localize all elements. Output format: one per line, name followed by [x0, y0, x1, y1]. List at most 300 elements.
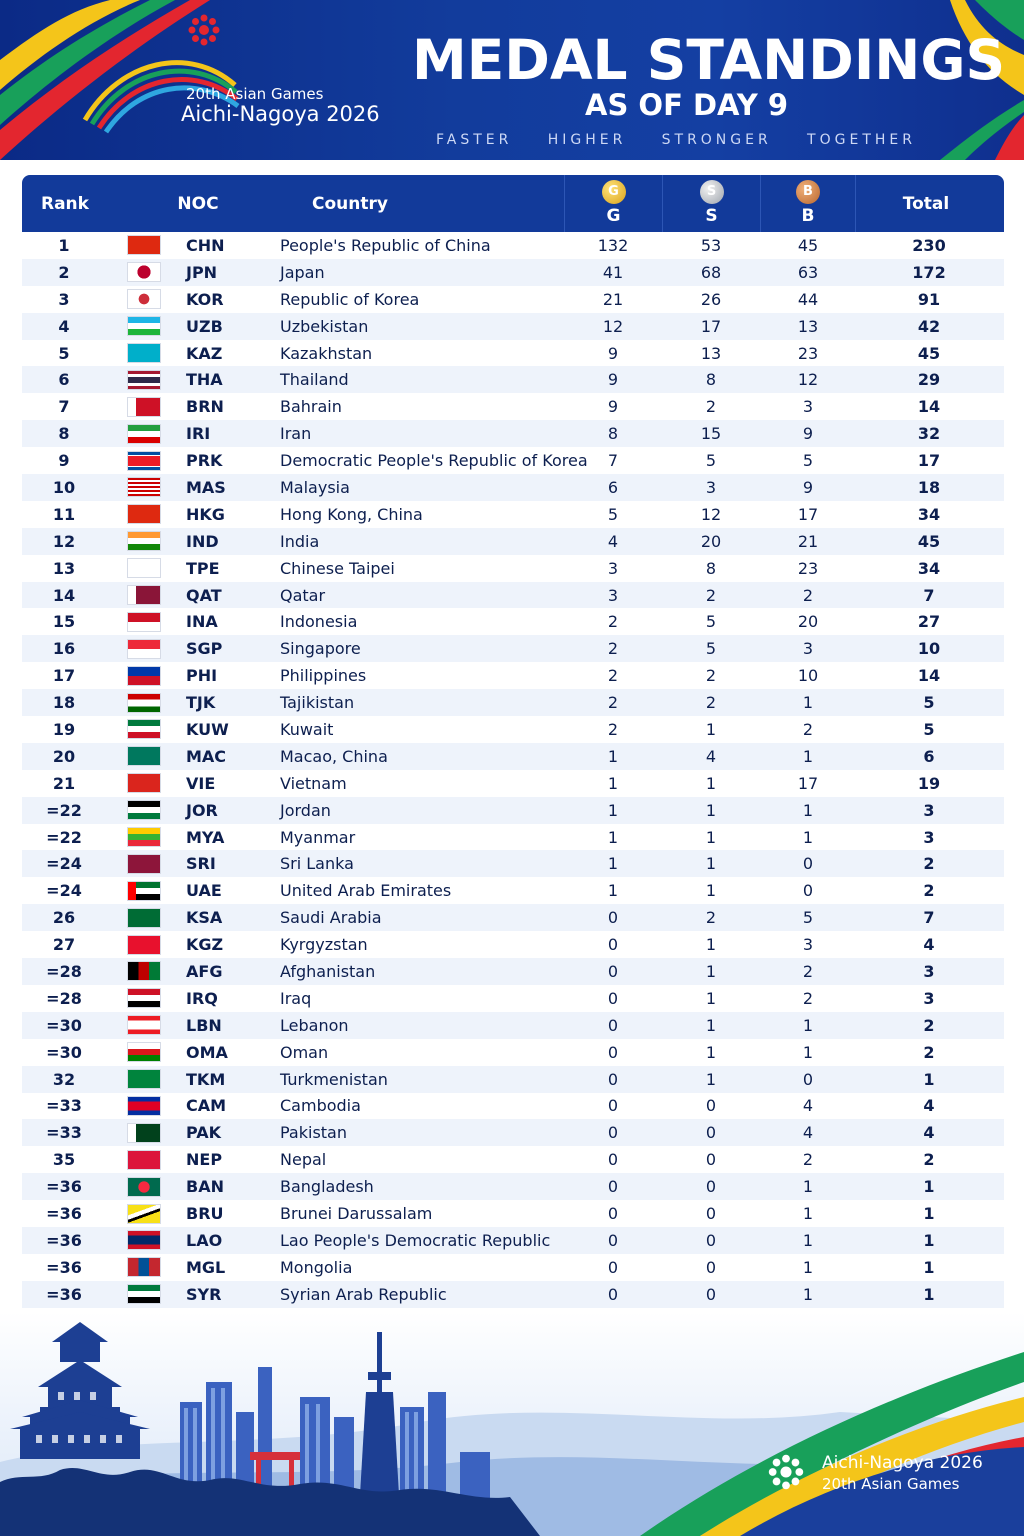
table-row [22, 1227, 1004, 1254]
header-gold [564, 175, 662, 232]
flag-tha-icon [127, 370, 161, 390]
header-bronze [760, 175, 856, 232]
gold-cell: 8 [607, 424, 619, 444]
table-row [22, 958, 1004, 985]
bronze-cell: 17 [797, 773, 819, 793]
bronze-cell: 0 [802, 1069, 814, 1089]
table-row [22, 1066, 1004, 1093]
silver-cell: 1 [705, 881, 717, 901]
flag-cell [127, 850, 161, 877]
total-cell: 3 [923, 800, 935, 820]
flag-cell [127, 877, 161, 904]
noc-cell: TPE [186, 558, 220, 578]
flag-hkg-icon [127, 504, 161, 524]
country-cell: Chinese Taipei [280, 558, 395, 578]
country-cell: Democratic People's Republic of Korea [280, 451, 588, 471]
silver-cell: 2 [705, 585, 717, 605]
total-cell: 1 [923, 1177, 935, 1197]
bronze-cell: 2 [802, 988, 814, 1008]
noc-cell: LBN [186, 1015, 222, 1035]
silver-cell: 1 [705, 1042, 717, 1062]
noc-cell: MGL [186, 1257, 226, 1277]
gold-cell: 2 [607, 693, 619, 713]
bronze-cell: 0 [802, 881, 814, 901]
noc-cell: CHN [186, 235, 225, 255]
gold-cell: 2 [607, 639, 619, 659]
flag-cell [127, 1066, 161, 1093]
silver-cell: 0 [705, 1150, 717, 1170]
flag-nep-icon [127, 1150, 161, 1170]
rank-cell: 7 [58, 397, 70, 417]
table-row [22, 555, 1004, 582]
flag-cell [127, 582, 161, 609]
country-cell: Thailand [280, 370, 349, 390]
games-name: Aichi-Nagoya 2026 [181, 102, 380, 126]
rank-cell: 1 [58, 235, 70, 255]
noc-cell: QAT [186, 585, 222, 605]
bronze-cell: 21 [797, 531, 819, 551]
flag-cell [127, 689, 161, 716]
country-cell: Vietnam [280, 773, 347, 793]
gold-cell: 6 [607, 477, 619, 497]
table-row [22, 340, 1004, 367]
gold-cell: 2 [607, 666, 619, 686]
total-cell: 14 [917, 397, 941, 417]
country-cell: Brunei Darussalam [280, 1204, 433, 1223]
country-cell: Sri Lanka [280, 854, 354, 874]
country-cell: Macao, China [280, 746, 388, 766]
rank-cell: 27 [52, 935, 76, 955]
table-row [22, 904, 1004, 931]
gold-cell: 1 [607, 773, 619, 793]
bronze-cell: 45 [797, 235, 819, 255]
flag-cell [127, 608, 161, 635]
noc-cell: KGZ [186, 935, 224, 955]
header-noc: NOC [177, 193, 219, 214]
gold-cell: 41 [602, 262, 624, 282]
flag-bru-icon [127, 1204, 161, 1224]
table-row [22, 635, 1004, 662]
flag-qat-icon [127, 585, 161, 605]
noc-cell: IRQ [186, 988, 218, 1008]
flag-cell [127, 1254, 161, 1281]
flag-afg-icon [127, 961, 161, 981]
gold-cell: 0 [607, 1042, 619, 1062]
flag-mya-icon [127, 827, 161, 847]
table-row [22, 985, 1004, 1012]
motto-stronger: STRONGER [661, 132, 772, 148]
bronze-cell: 2 [802, 719, 814, 739]
flag-vie-icon [127, 773, 161, 793]
rank-cell: 6 [58, 370, 70, 390]
flag-cell [127, 474, 161, 501]
flag-mas-icon [127, 477, 161, 497]
flag-cell [127, 447, 161, 474]
flag-cell [127, 662, 161, 689]
silver-cell: 0 [705, 1123, 717, 1143]
silver-cell: 5 [705, 612, 717, 632]
table-row [22, 582, 1004, 609]
noc-cell: MAC [186, 746, 227, 766]
noc-cell: JPN [186, 262, 218, 282]
silver-cell: 2 [705, 397, 717, 417]
header-total: Total [902, 193, 950, 214]
bronze-cell: 13 [797, 316, 819, 336]
gold-cell: 0 [607, 1096, 619, 1116]
total-cell: 3 [923, 961, 935, 981]
country-cell: Mongolia [280, 1257, 353, 1277]
rank-cell: =22 [46, 800, 82, 820]
page-title: MEDAL STANDINGS [412, 28, 1006, 92]
silver-cell: 2 [705, 666, 717, 686]
gold-cell: 2 [607, 719, 619, 739]
rank-cell: =30 [46, 1015, 82, 1035]
country-cell: Lebanon [280, 1015, 349, 1035]
total-cell: 1 [923, 1284, 935, 1304]
silver-cell: 26 [700, 289, 722, 309]
table-row [22, 259, 1004, 286]
flag-irq-icon [127, 988, 161, 1008]
table-row [22, 420, 1004, 447]
flag-tkm-icon [127, 1069, 161, 1089]
gold-cell: 0 [607, 908, 619, 928]
total-cell: 4 [923, 1096, 935, 1116]
gold-cell: 21 [602, 289, 624, 309]
noc-cell: PAK [186, 1123, 222, 1143]
gold-cell: 0 [607, 1204, 619, 1223]
flag-chn-icon [127, 235, 161, 255]
total-cell: 2 [923, 881, 935, 901]
flag-tpe-icon [127, 558, 161, 578]
total-cell: 230 [912, 235, 946, 255]
flag-kgz-icon [127, 935, 161, 955]
country-cell: Bahrain [280, 397, 342, 417]
total-cell: 14 [917, 666, 941, 686]
noc-cell: THA [186, 370, 223, 390]
table-row [22, 797, 1004, 824]
noc-cell: KSA [186, 908, 223, 928]
bronze-cell: 1 [802, 1204, 814, 1223]
flag-kor-icon [127, 289, 161, 309]
bronze-cell: 1 [802, 1284, 814, 1304]
silver-cell: 1 [705, 1069, 717, 1089]
flag-cell [127, 286, 161, 313]
bronze-cell: 3 [802, 397, 814, 417]
total-cell: 27 [917, 612, 941, 632]
table-row [22, 232, 1004, 259]
silver-cell: 53 [700, 235, 722, 255]
country-cell: Japan [280, 262, 325, 282]
total-cell: 5 [923, 719, 935, 739]
total-cell: 45 [917, 343, 941, 363]
flag-cell [127, 635, 161, 662]
footer-banner [0, 1312, 1024, 1536]
silver-cell: 3 [705, 477, 717, 497]
flag-mac-icon [127, 746, 161, 766]
flag-pak-icon [127, 1123, 161, 1143]
total-cell: 2 [923, 854, 935, 874]
flag-cell [127, 1146, 161, 1173]
rank-cell: 35 [52, 1150, 76, 1170]
rank-cell: =36 [46, 1257, 82, 1277]
bronze-cell: 0 [802, 854, 814, 874]
table-body [22, 232, 1004, 1308]
silver-cell: 20 [700, 531, 722, 551]
sunburst-emblem-icon [766, 1452, 806, 1492]
total-cell: 17 [917, 451, 941, 471]
gold-cell: 9 [607, 397, 619, 417]
gold-cell: 7 [607, 451, 619, 471]
noc-cell: VIE [186, 773, 216, 793]
flag-ksa-icon [127, 908, 161, 928]
rank-cell: 8 [58, 424, 70, 444]
total-cell: 4 [923, 935, 935, 955]
silver-cell: 0 [705, 1096, 717, 1116]
total-cell: 45 [917, 531, 941, 551]
flag-cell [127, 1227, 161, 1254]
noc-cell: PHI [186, 666, 218, 686]
table-row [22, 1093, 1004, 1120]
rank-cell: 3 [58, 289, 70, 309]
flag-kuw-icon [127, 719, 161, 739]
gold-cell: 3 [607, 558, 619, 578]
bronze-cell: 3 [802, 935, 814, 955]
flag-sri-icon [127, 854, 161, 874]
bronze-cell: 2 [802, 585, 814, 605]
total-cell: 1 [923, 1069, 935, 1089]
table-row [22, 447, 1004, 474]
silver-cell: 5 [705, 451, 717, 471]
flag-cell [127, 1093, 161, 1120]
city-skyline-illustration [0, 1312, 1024, 1536]
gold-cell: 0 [607, 988, 619, 1008]
bronze-cell: 1 [802, 800, 814, 820]
rank-cell: 26 [52, 908, 76, 928]
rank-cell: 17 [52, 666, 76, 686]
country-cell: Myanmar [280, 827, 356, 847]
total-cell: 29 [917, 370, 941, 390]
flag-ind-icon [127, 531, 161, 551]
motto-row [436, 132, 916, 148]
country-cell: Indonesia [280, 612, 358, 632]
bronze-cell: 1 [802, 1230, 814, 1250]
noc-cell: LAO [186, 1230, 223, 1250]
country-cell: Qatar [280, 585, 326, 605]
total-cell: 1 [923, 1204, 935, 1223]
table-row [22, 931, 1004, 958]
table-row [22, 501, 1004, 528]
bronze-cell: 20 [797, 612, 819, 632]
table-row [22, 313, 1004, 340]
motto-faster: FASTER [436, 132, 513, 148]
gold-cell: 0 [607, 1150, 619, 1170]
rank-cell: 11 [52, 504, 76, 524]
noc-cell: SRI [186, 854, 216, 874]
footer-games-edition: 20th Asian Games [822, 1475, 960, 1493]
gold-cell: 0 [607, 1284, 619, 1304]
flag-cell [127, 555, 161, 582]
flag-cell [127, 1173, 161, 1200]
flag-cell [127, 824, 161, 851]
silver-cell: 0 [705, 1257, 717, 1277]
country-cell: Kazakhstan [280, 343, 373, 363]
flag-cell [127, 1281, 161, 1308]
rank-cell: =22 [46, 827, 82, 847]
flag-syr-icon [127, 1284, 161, 1304]
total-cell: 172 [912, 262, 946, 282]
country-cell: Kyrgyzstan [280, 935, 368, 955]
flag-cell [127, 1200, 161, 1227]
country-cell: India [280, 531, 320, 551]
silver-cell: 2 [705, 908, 717, 928]
flag-cell [127, 340, 161, 367]
bronze-cell: 23 [797, 343, 819, 363]
silver-cell: 0 [705, 1284, 717, 1304]
rank-cell: 18 [52, 693, 76, 713]
flag-cell [127, 1012, 161, 1039]
country-cell: Uzbekistan [280, 316, 369, 336]
gold-cell: 9 [607, 343, 619, 363]
country-cell: Iraq [280, 988, 312, 1008]
noc-cell: IRI [186, 424, 211, 444]
noc-cell: AFG [186, 961, 223, 981]
flag-tjk-icon [127, 693, 161, 713]
flag-cell [127, 797, 161, 824]
table-row [22, 1200, 1004, 1227]
country-cell: Saudi Arabia [280, 908, 382, 928]
footer-games-name: Aichi-Nagoya 2026 [822, 1453, 983, 1473]
bronze-cell: 1 [802, 746, 814, 766]
flag-ina-icon [127, 612, 161, 632]
rank-cell: =24 [46, 854, 82, 874]
flag-phi-icon [127, 666, 161, 686]
bronze-cell: 5 [802, 451, 814, 471]
noc-cell: SGP [186, 639, 223, 659]
silver-cell: 1 [705, 961, 717, 981]
rank-cell: 32 [52, 1069, 76, 1089]
table-row [22, 877, 1004, 904]
noc-cell: INA [186, 612, 218, 632]
flag-cell [127, 1039, 161, 1066]
bronze-cell: 17 [797, 504, 819, 524]
silver-cell: 1 [705, 1015, 717, 1035]
rank-cell: =30 [46, 1042, 82, 1062]
table-row [22, 366, 1004, 393]
total-cell: 6 [923, 746, 935, 766]
rank-cell: 20 [52, 746, 76, 766]
bronze-cell: 44 [797, 289, 819, 309]
flag-jor-icon [127, 800, 161, 820]
gold-cell: 3 [607, 585, 619, 605]
bronze-cell: 1 [802, 1015, 814, 1035]
total-cell: 2 [923, 1150, 935, 1170]
gold-cell: 4 [607, 531, 619, 551]
flag-oma-icon [127, 1042, 161, 1062]
total-cell: 34 [917, 558, 941, 578]
table-row [22, 1281, 1004, 1308]
rank-cell: =33 [46, 1096, 82, 1116]
total-cell: 2 [923, 1042, 935, 1062]
total-cell: 10 [917, 639, 941, 659]
header-rank: Rank [41, 193, 89, 214]
table-row [22, 608, 1004, 635]
flag-cell [127, 366, 161, 393]
flag-cell [127, 743, 161, 770]
gold-cell: 0 [607, 1015, 619, 1035]
total-cell: 7 [923, 908, 935, 928]
silver-cell: 0 [705, 1230, 717, 1250]
motto-together: TOGETHER [807, 132, 916, 148]
noc-cell: MAS [186, 477, 226, 497]
bronze-cell: 5 [802, 908, 814, 928]
table-row [22, 1012, 1004, 1039]
total-cell: 4 [923, 1123, 935, 1143]
country-cell: Republic of Korea [280, 289, 420, 309]
gold-cell: 5 [607, 504, 619, 524]
total-cell: 34 [917, 504, 941, 524]
silver-cell: 8 [705, 370, 717, 390]
games-edition: 20th Asian Games [186, 85, 324, 103]
noc-cell: CAM [186, 1096, 227, 1116]
rank-cell: 15 [52, 612, 76, 632]
country-cell: Bangladesh [280, 1177, 374, 1197]
silver-cell: 0 [705, 1204, 717, 1223]
table-row [22, 689, 1004, 716]
country-cell: United Arab Emirates [280, 881, 452, 901]
total-cell: 1 [923, 1230, 935, 1250]
header-gold-label: G [606, 206, 621, 226]
noc-cell: BAN [186, 1177, 224, 1197]
flag-cell [127, 1119, 161, 1146]
table-row [22, 743, 1004, 770]
gold-cell: 0 [607, 1257, 619, 1277]
table-row [22, 824, 1004, 851]
medal-table [22, 175, 1004, 1308]
bronze-cell: 1 [802, 1177, 814, 1197]
flag-jpn-icon [127, 262, 161, 282]
country-cell: Singapore [280, 639, 361, 659]
noc-cell: UAE [186, 881, 222, 901]
noc-cell: BRU [186, 1204, 224, 1223]
silver-cell: 8 [705, 558, 717, 578]
country-cell: Afghanistan [280, 961, 376, 981]
header-country: Country [312, 193, 388, 214]
flag-kaz-icon [127, 343, 161, 363]
flag-cam-icon [127, 1096, 161, 1116]
country-cell: Lao People's Democratic Republic [280, 1230, 551, 1250]
flag-lao-icon [127, 1230, 161, 1250]
flag-uae-icon [127, 881, 161, 901]
bronze-cell: 2 [802, 961, 814, 981]
bronze-cell: 1 [802, 693, 814, 713]
noc-cell: PRK [186, 451, 223, 471]
gold-cell: 0 [607, 1230, 619, 1250]
flag-cell [127, 904, 161, 931]
noc-cell: TKM [186, 1069, 226, 1089]
silver-cell: 1 [705, 854, 717, 874]
flag-cell [127, 232, 161, 259]
rank-cell: =36 [46, 1177, 82, 1197]
noc-cell: TJK [186, 693, 216, 713]
header-bronze-label: B [801, 206, 815, 226]
noc-cell: OMA [186, 1042, 228, 1062]
rank-cell: =24 [46, 881, 82, 901]
rank-cell: 13 [52, 558, 76, 578]
gold-cell: 1 [607, 854, 619, 874]
rank-cell: 16 [52, 639, 76, 659]
table-row [22, 528, 1004, 555]
noc-cell: KOR [186, 289, 224, 309]
